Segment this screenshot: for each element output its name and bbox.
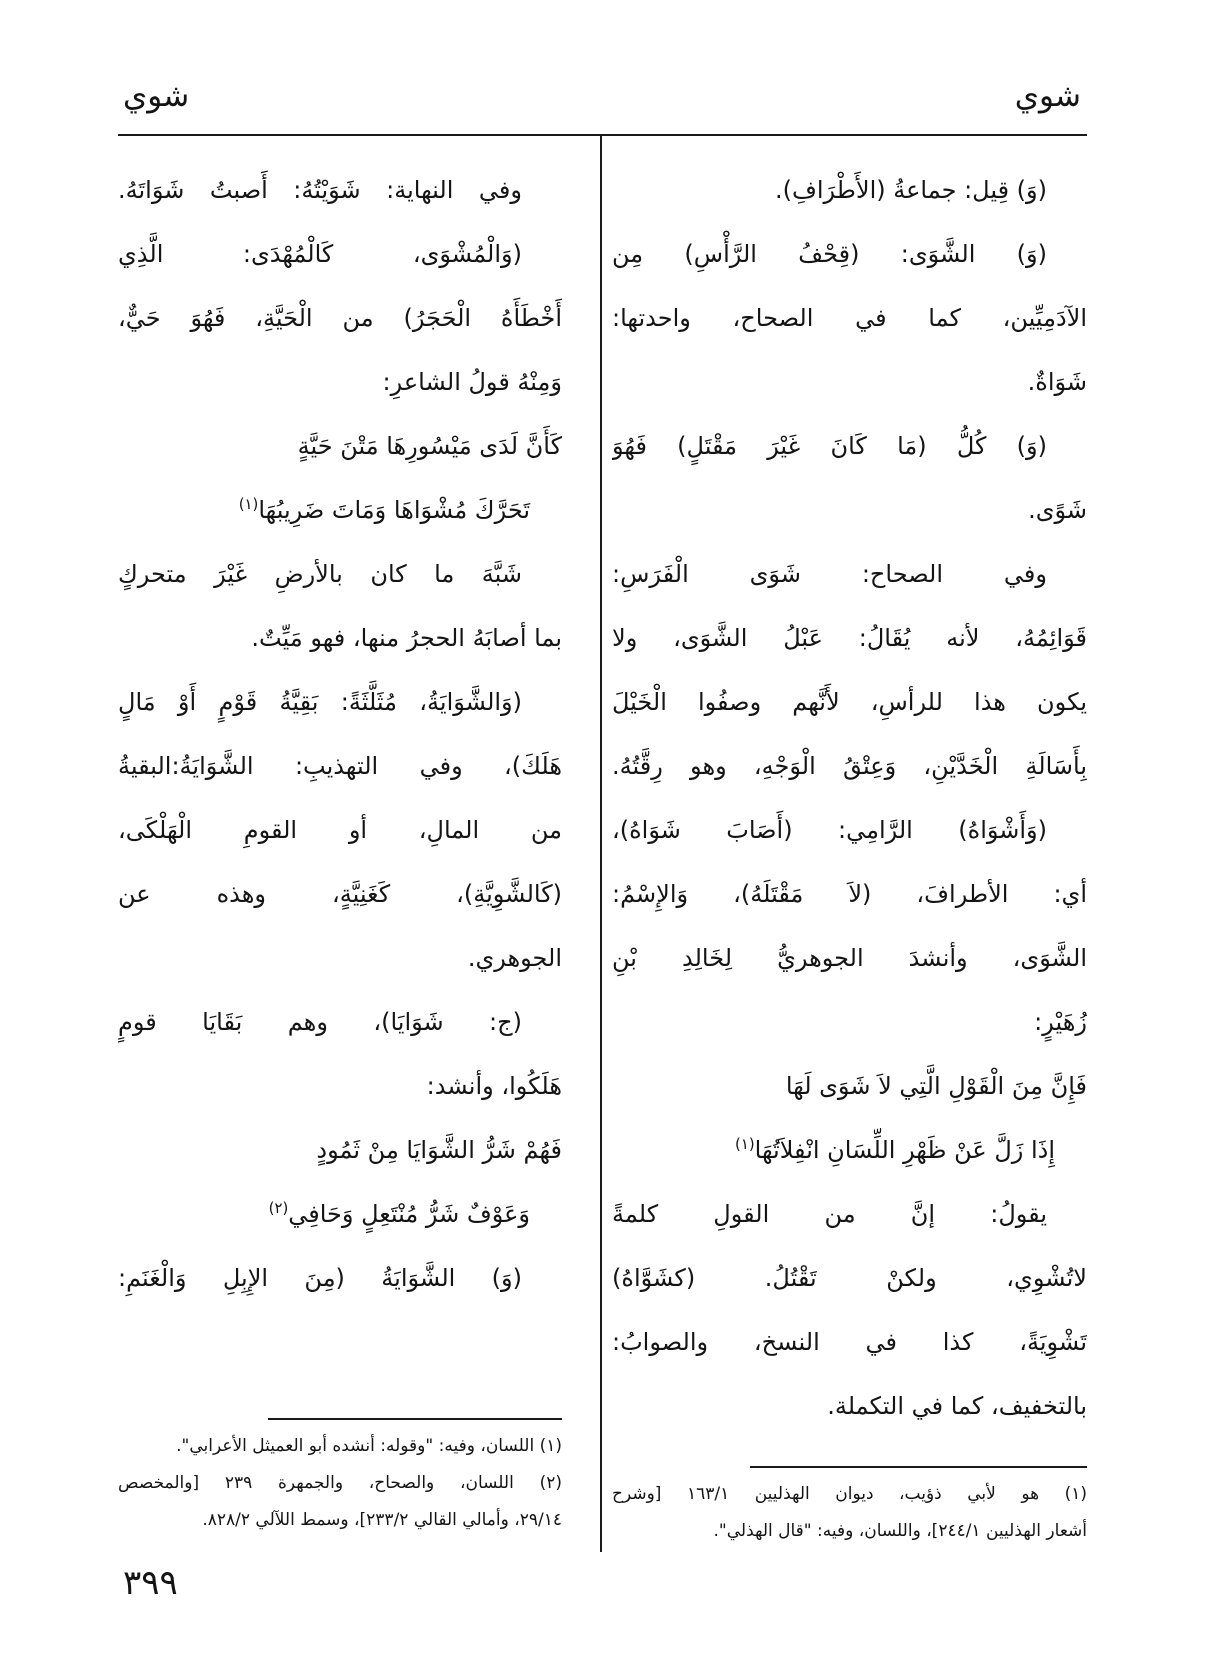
verse-text: إِذَا زَلَّ عَنْ ظَهْرِ اللِّسَانِ انْفِلاَتُهَا — [754, 1136, 1055, 1164]
footnotes-right — [612, 1476, 1087, 1550]
verse-line — [612, 1118, 1087, 1182]
text-line: من المالِ، أو القومِ الْهَلْكَى، — [118, 816, 562, 844]
text-line: وَمِنْهُ قولُ الشاعرِ: — [382, 368, 562, 396]
verse-line — [118, 478, 562, 542]
footnote-line: (٢) اللسان، والصحاح، والجمهرة ٢٣٩ [والمخصص — [118, 1473, 562, 1493]
verse-line — [118, 1182, 562, 1246]
text-line: أي: الأطرافَ، (لاَ مَقْتَلَهُ)، وَالإِسْمُ: — [612, 880, 1087, 908]
footnote-line: ٢٩/١٤، وأمالي القالي ٢٣٣/٢]، وسمط اللآلي ٨٢٨/٢. — [202, 1510, 562, 1530]
footnotes-left — [118, 1428, 562, 1539]
text-line: (وَ) قِيل: جماعةُ (الأَطْرَافِ). — [775, 176, 1047, 204]
text-line: تَشْوِيَةً، كذا في النسخ، والصوابُ: — [612, 1328, 1087, 1356]
text-line: شَوَاةٌ. — [1027, 368, 1087, 396]
text-line: (وَ) كُلُّ (مَا كَانَ غَيْرَ مَقْتَلٍ) فَهُوَ — [612, 432, 1047, 460]
text-line: قَوَائِمُهُ، لأنه يُقَالُ: عَبْلُ الشَّوَى، ولا — [612, 624, 1087, 652]
text-line: وفي الصحاح: شَوَى الْفَرَسِ: — [612, 560, 1047, 588]
text-line: (وَ) الشَّوَى: (قِحْفُ الرَّأْسِ) مِن — [612, 240, 1047, 268]
text-line: (كَالشَّوِيَّةِ)، كَغَنِيَّةٍ، وهذه عن — [118, 880, 562, 908]
text-line: أَخْطَأَهُ الْحَجَرُ) من الْحَيَّةِ، فَهُوَ حَيٌّ، — [118, 304, 562, 332]
verse-text: تَحَرَّكَ مُشْوَاهَا وَمَاتَ ضَرِيبُهَا — [258, 496, 530, 524]
running-title-left: شوي — [123, 78, 190, 114]
text-line: شَبَّهَ ما كان بالأرضِ غَيْرَ متحركٍ — [118, 560, 522, 588]
text-line: زُهَيْرٍ: — [1034, 1008, 1087, 1036]
text-line: بما أصابَهُ الحجرُ منها، فهو مَيِّتٌ. — [251, 624, 562, 652]
text-line: الجوهري. — [467, 944, 562, 972]
footnote-rule-left — [268, 1418, 562, 1420]
text-line: لاتُشْوِي، ولكنْ تَقْتُلُ. (كشَوَّاهُ) — [612, 1264, 1087, 1292]
column-divider — [600, 136, 602, 1552]
text-line: بالتخفيف، كما في التكملة. — [827, 1392, 1087, 1420]
right-column — [612, 158, 1087, 1438]
text-line: هَلَكَ)، وفي التهذيبِ: الشَّوَايَةُ:البقيةُ — [118, 752, 562, 780]
footnote-marker: (١) — [238, 495, 259, 513]
text-line: (وَالشَّوَايَةُ، مُثَلَّثَةً: بَقِيَّةُ قَوْمٍ أَوْ مَالٍ — [118, 688, 522, 716]
text-line: (وَالْمُشْوَى، كَالْمُهْدَى: الَّذِي — [118, 240, 522, 268]
text-line: (وَ) الشَّوَايَةُ (مِنَ الإِبِلِ وَالْغَنَمِ: — [118, 1264, 522, 1292]
text-line: الآدَمِيِّين، كما في الصحاح، واحدتها: — [612, 304, 1087, 332]
text-line: (ج: شَوَايَا)، وهم بَقَايَا قومٍ — [118, 1008, 522, 1036]
verse-line: فَإِنَّ مِنَ الْقَوْلِ الَّتِي لاَ شَوَى لَهَا — [785, 1072, 1087, 1100]
text-line: الشَّوَى، وأنشدَ الجوهريُّ لِخَالِدِ بْنِ — [612, 944, 1087, 972]
text-line: بِأَسَالَةِ الْخَدَّيْنِ، وَعِتْقُ الْوَجْهِ، وهو رِقَّتُهُ. — [612, 752, 1087, 780]
running-title-right: شوي — [1014, 78, 1081, 114]
text-line: هَلَكُوا، وأنشد: — [426, 1072, 562, 1100]
text-line: وفي النهاية: شَوَيْتُهُ: أَصبتُ شَوَاتَهُ. — [118, 176, 522, 204]
verse-text: وَعَوْفٌ شَرُّ مُنْتَعِلٍ وَحَافِي — [288, 1200, 530, 1228]
text-line: يقولُ: إنَّ من القولِ كلمةً — [612, 1200, 1047, 1228]
footnote-marker: (٢) — [268, 1199, 289, 1217]
footnote-rule-right — [750, 1466, 1087, 1468]
verse-line: كَأَنَّ لَدَى مَيْسُورِهَا مَتْنَ حَيَّةٍ — [297, 432, 562, 460]
left-column — [118, 158, 562, 1310]
text-line: يكون هذا للرأسِ، لأَنَّهم وصفُوا الْخَيْلَ — [612, 688, 1087, 716]
footnote-marker: (١) — [735, 1135, 755, 1153]
header-rule — [118, 134, 1087, 136]
footnote-line: أشعار الهذليين ٢٤٤/١]، واللسان، وفيه: "قال الهذلي". — [713, 1521, 1087, 1541]
verse-line: فَهُمْ شَرُّ الشَّوَايَا مِنْ ثَمُودٍ — [316, 1136, 562, 1164]
footnote-line: (١) اللسان، وفيه: "وقوله: أنشده أبو العميثل الأعرابي". — [176, 1436, 562, 1456]
page-number: ٣٩٩ — [123, 1563, 178, 1603]
footnote-line: (١) هو لأبي ذؤيب، ديوان الهذليين ١٦٣/١ [وشرح — [612, 1484, 1087, 1504]
text-line: (وَأَشْوَاهُ) الرَّامِي: (أَصَابَ شَوَاهُ)، — [612, 816, 1047, 844]
text-line: شَوًى. — [1028, 496, 1087, 524]
